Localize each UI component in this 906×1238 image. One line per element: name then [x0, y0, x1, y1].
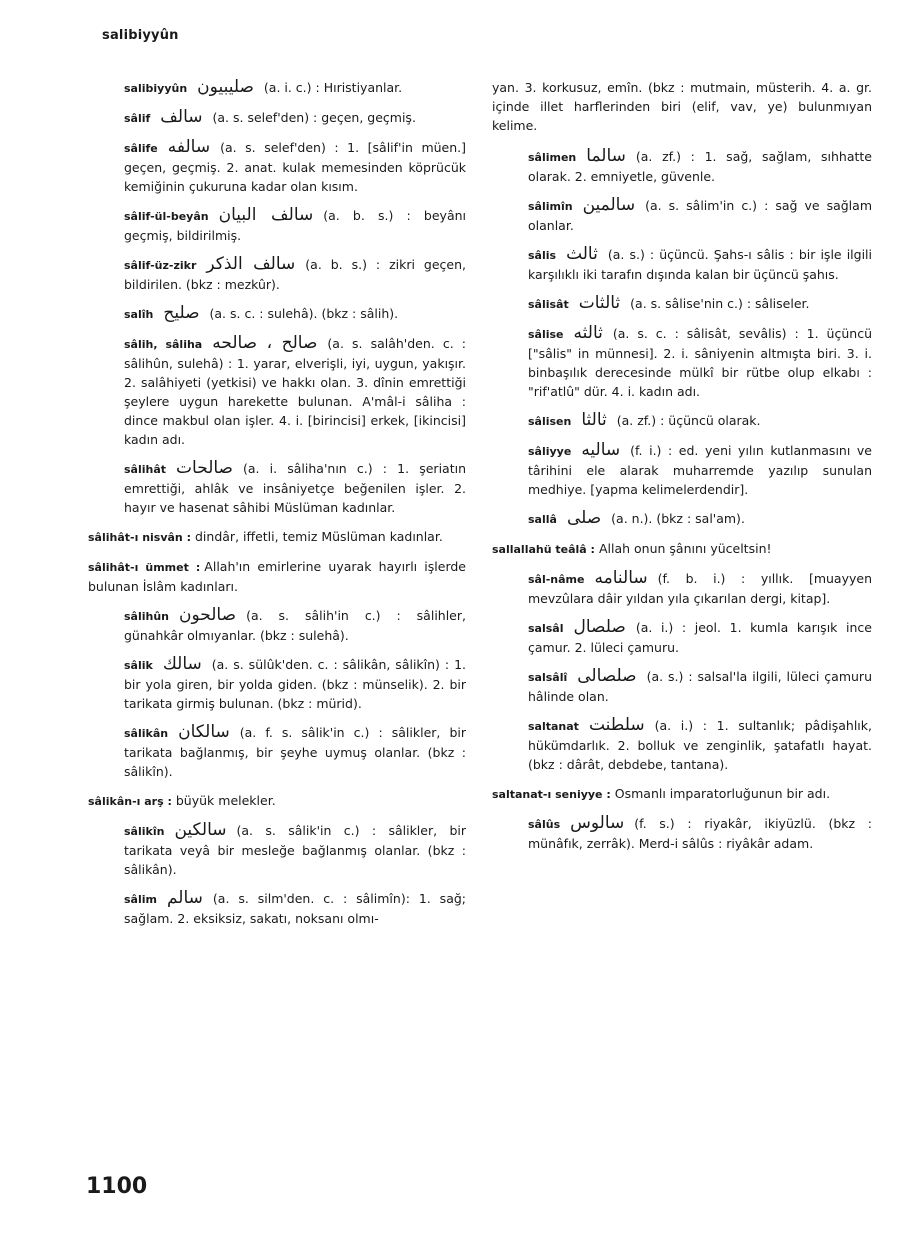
sub-headword: sâlihât-ı ümmet :	[88, 561, 201, 574]
definition-text: (a. s. sâlise'nin c.) : sâliseler.	[630, 296, 810, 311]
definition-text: dindâr, iffetli, temiz Müslüman kadınlar.	[195, 529, 443, 544]
arabic-script: صلى	[566, 508, 602, 528]
headword: sâlimîn	[528, 200, 573, 213]
dictionary-entry	[88, 655, 466, 713]
dictionary-entry	[492, 294, 872, 314]
entry-body	[88, 459, 466, 517]
definition-text: (a. s.) : salsal'la ilgili, lüleci çamuru hâlinde olan.	[528, 669, 872, 704]
entry-body	[88, 206, 466, 245]
definition-text: (a. zf.) : üçüncü olarak.	[616, 413, 761, 428]
entry-body	[492, 324, 872, 401]
dictionary-entry	[88, 723, 466, 781]
definition-text: (a. s.) : üçüncü. Şahs-ı sâlis : bir işle ilgili karşılıklı iki tarafın dışında kalan bir üçüncü şahıs.	[528, 247, 872, 282]
headword: sâlih, sâliha	[124, 338, 203, 351]
headword: sâlif-üz-zikr	[124, 259, 197, 272]
definition-text: (a. s. c. : sulehâ). (bkz : sâlih).	[209, 306, 399, 321]
entry-body	[88, 78, 466, 98]
entry-body	[88, 138, 466, 196]
definition-text: (a. zf.) : 1. sağ, sağlam, sıhhatte olarak. 2. emniyetle, güvenle.	[528, 149, 872, 184]
definition-text: (a. s. sülûk'den. c. : sâlikân, sâlikîn) : 1. bir yola giren, bir yolda giden. (bkz : münselik). 2. bir tarikata girmiş bulunan. (bkz : mürid).	[124, 657, 466, 711]
entry-body	[492, 716, 872, 774]
headword: sallâ	[528, 513, 557, 526]
headword: sâlihât	[124, 463, 167, 476]
headword: sâliyye	[528, 445, 572, 458]
arabic-script: سالم	[166, 888, 203, 908]
dictionary-entry	[88, 889, 466, 928]
dictionary-entry	[88, 255, 466, 294]
dictionary-entry	[88, 304, 466, 324]
dictionary-entry	[492, 196, 872, 235]
headword: sâlik	[124, 659, 153, 672]
entry-body	[492, 814, 872, 853]
page-number: 1100	[86, 1174, 148, 1199]
definition-text: (a. s. sâlim'in c.) : sağ ve sağlam olanlar.	[528, 198, 872, 233]
arabic-script: سالما	[586, 146, 626, 166]
sub-entry	[88, 557, 466, 596]
dictionary-entry	[88, 206, 466, 245]
sub-headword: sâlikân-ı arş :	[88, 795, 172, 808]
arabic-script: صالحات	[176, 458, 233, 478]
definition-text: (f. i.) : ed. yeni yılın kutlanmasını ve târihini ele alarak muharremde yazılıp sunulan medhiye. [yapma kelimelerdendir].	[528, 443, 872, 497]
entry-body	[88, 108, 466, 128]
arabic-script: صلصال	[573, 617, 626, 637]
entry-continuation: yan. 3. korkusuz, emîn. (bkz : mutmain, müsterih. 4. a. gr. içinde illet harflerinden biri (elif, vav, ye) bulunmıyan kelime.	[492, 80, 872, 133]
entry-body	[88, 723, 466, 781]
dictionary-entry	[492, 814, 872, 853]
definition-text: (a. i. c.) : Hıristiyanlar.	[263, 80, 403, 95]
entry-body	[492, 245, 872, 284]
entry-body	[88, 334, 466, 449]
arabic-script: صلصالى	[577, 666, 637, 686]
definition-text: (a. s. sâlih'in c.) : sâlihler, günahkâr olmıyanlar. (bkz : sulehâ).	[124, 608, 466, 643]
definition-text: (a. s. salâh'den. c. : sâlihûn, sulehâ) : 1. yarar, elverişli, iyi, uygun, yakışır. 2. salâhiyeti (yetkisi) ve hakkı olan. 3. dînin emrettiği şeylere uygun harekette bulunan. A'mâl-i sâliha : dince makbul olan işler. 4. i. [birincisi] erkek, [ikincisi] kadın adı.	[124, 336, 466, 447]
sub-headword: sâlihât-ı nisvân :	[88, 531, 191, 544]
headword: sâlife	[124, 142, 158, 155]
sub-headword: sallallahü teâlâ :	[492, 543, 595, 556]
arabic-script: سالكان	[178, 722, 230, 742]
headword: sâlise	[528, 328, 564, 341]
entry-body	[492, 618, 872, 657]
headword: sâlikîn	[124, 825, 165, 838]
headword: salîh	[124, 308, 154, 321]
arabic-script: سالوس	[570, 813, 625, 833]
dictionary-entry	[492, 441, 872, 499]
dictionary-entry	[492, 147, 872, 186]
sub-headword: saltanat-ı seniyye :	[492, 788, 611, 801]
arabic-script: سالفه	[167, 137, 211, 157]
arabic-script: ثالثا	[581, 410, 607, 430]
arabic-script: ثالثه	[573, 323, 603, 343]
definition-text: (a. f. s. sâlik'in c.) : sâlikler, bir tarikata bağlanmış, bir şeyhe uymuş olanlar. (bkz : sâlikîn).	[124, 725, 466, 779]
definition-text: (a. s. silm'den. c. : sâlimîn): 1. sağ; sağlam. 2. eksiksiz, sakatı, noksanı olmı-	[124, 891, 466, 926]
dictionary-entry	[492, 667, 872, 706]
dictionary-entry	[88, 108, 466, 128]
arabic-script: صالح ، صالحه	[212, 333, 318, 353]
definition-text: (a. s. selef'den) : 1. [sâlif'in müen.] geçen, geçmiş. 2. anat. kulak memesinden köprücük kemiğinin çukuruna kadar olan kısım.	[124, 140, 466, 194]
arabic-script: سالنامه	[594, 568, 648, 588]
arabic-script: ثالث	[566, 244, 598, 264]
headword: saltanat	[528, 720, 579, 733]
entry-body	[492, 441, 872, 499]
definition-text: (f. b. i.) : yıllık. [muayyen mevzûlara dâir yıldan yıla çıkarılan dergi, kitap].	[528, 571, 872, 606]
dictionary-entry	[88, 334, 466, 449]
entry-body	[492, 294, 872, 314]
definition-text: Osmanlı imparatorluğunun bir adı.	[614, 786, 831, 801]
left-column	[88, 78, 466, 938]
headword: sâl-nâme	[528, 573, 585, 586]
entry-body	[88, 606, 466, 645]
headword: sâlisen	[528, 415, 572, 428]
definition-text: (a. i. sâliha'nın c.) : 1. şeriatın emrettiği, ahlâk ve insâniyetçe beğenilen işler. 2. hayır ve hasenat sâhibi Müslüman kadınlar.	[124, 461, 466, 515]
arabic-script: سالف الذكر	[206, 254, 296, 274]
entry-body	[88, 889, 466, 928]
sub-entry	[492, 539, 872, 559]
definition-text: büyük melekler.	[175, 793, 276, 808]
arabic-script: صليبيون	[197, 77, 254, 97]
arabic-script: ثالثات	[578, 293, 621, 313]
dictionary-entry	[492, 716, 872, 774]
definition-text: (a. b. s.) : zikri geçen, bildirilen. (bkz : mezkûr).	[124, 257, 467, 292]
entry-body	[492, 196, 872, 235]
dictionary-entry	[492, 509, 872, 529]
arabic-script: سالمين	[582, 195, 636, 215]
definition-text: (a. s. selef'den) : geçen, geçmiş.	[212, 110, 416, 125]
dictionary-entry	[492, 569, 872, 608]
definition-text: (a. s. c. : sâlisât, sevâlis) : 1. üçüncü ["sâlis" in münnesi]. 2. i. sâniyenin altmışta biri. 3. i. binbaşılık derecesinde mülkî bir rütbe olup elkabı : "rif'atlû" dür. 4. i. kadın adı.	[528, 326, 872, 399]
headword: sâlif-ül-beyân	[124, 210, 209, 223]
entry-body	[88, 655, 466, 713]
arabic-script: سالكين	[174, 820, 227, 840]
headword: sâlûs	[528, 818, 561, 831]
headword: salsâl	[528, 622, 564, 635]
dictionary-entry	[88, 459, 466, 517]
running-head: salibiyyûn	[102, 28, 179, 43]
definition-text: (f. s.) : riyakâr, ikiyüzlü. (bkz : münâfık, zerrâk). Merd-i sâlûs : riyâkâr adam.	[528, 816, 872, 851]
dictionary-entry	[88, 138, 466, 196]
headword: sâlisât	[528, 298, 569, 311]
right-column	[492, 78, 872, 863]
sub-entry	[492, 784, 872, 804]
entry-body	[88, 304, 466, 324]
arabic-script: صليح	[163, 303, 200, 323]
arabic-script: سلطنت	[588, 715, 645, 735]
dictionary-entry	[492, 618, 872, 657]
arabic-script: ساليه	[581, 440, 621, 460]
arabic-script: سالف البيان	[218, 205, 314, 225]
dictionary-entry	[88, 78, 466, 98]
headword: sâlif	[124, 112, 151, 125]
dictionary-entry	[492, 411, 872, 431]
entry-body	[88, 821, 466, 879]
entry-body	[88, 255, 466, 294]
headword: salsâlî	[528, 671, 568, 684]
definition-text: Allah'ın emirlerine uyarak hayırlı işlerde bulunan İslâm kadınları.	[88, 559, 466, 594]
entry-body	[492, 569, 872, 608]
arabic-script: صالحون	[179, 605, 237, 625]
dictionary-entry	[492, 324, 872, 401]
headword: sâlim	[124, 893, 157, 906]
definition-text: (a. i.) : jeol. 1. kumla karışık ince çamur. 2. lüleci çamuru.	[528, 620, 872, 655]
dictionary-entry	[88, 606, 466, 645]
entry-body	[492, 667, 872, 706]
dictionary-entry	[492, 245, 872, 284]
arabic-script: سالف	[160, 107, 203, 127]
headword: sâlis	[528, 249, 557, 262]
definition-text: (a. b. s.) : beyânı geçmiş, bildirilmiş.	[124, 208, 467, 243]
sub-entry	[88, 527, 466, 547]
definition-text: Allah onun şânını yüceltsin!	[598, 541, 772, 556]
entry-body	[492, 147, 872, 186]
sub-entry	[88, 791, 466, 811]
headword: salibiyyûn	[124, 82, 188, 95]
entry-body	[492, 509, 872, 529]
definition-text: (a. i.) : 1. sultanlık; pâdişahlık, hükümdarlık. 2. bolluk ve zenginlik, şatafatlı hayat. (bkz : dârât, debdebe, tantana).	[528, 718, 872, 772]
arabic-script: سالك	[162, 654, 202, 674]
entry-body	[492, 411, 872, 431]
dictionary-entry	[88, 821, 466, 879]
headword: sâlimen	[528, 151, 577, 164]
definition-text: (a. n.). (bkz : sal'am).	[611, 511, 745, 526]
headword: sâlihûn	[124, 610, 170, 623]
headword: sâlikân	[124, 727, 169, 740]
definition-text: (a. s. sâlik'in c.) : sâlikler, bir tarikata veyâ bir mesleğe bağlanmış olanlar. (bkz : sâlikân).	[124, 823, 466, 877]
